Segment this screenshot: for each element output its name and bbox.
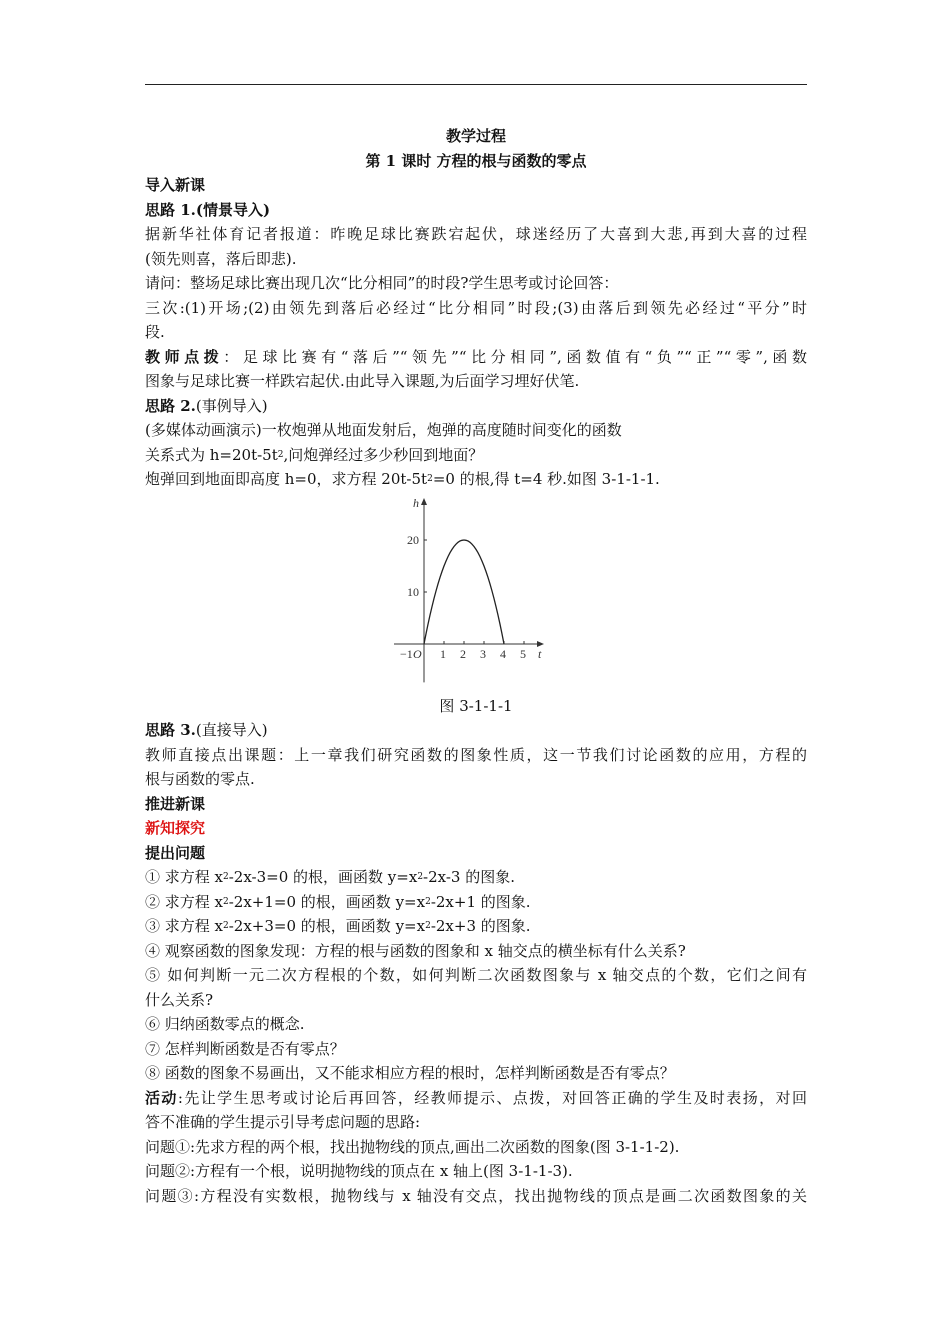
q1-mid: -2x-3=0 的根，画函数 y=x <box>228 868 418 886</box>
idea3-p1a: 教师直接点出课题：上一章我们研究函数的图象性质，这一节我们讨论函数的应用，方程的 <box>145 745 807 764</box>
question-4: ④ 观察函数的图象发现：方程的根与函数的图象和 x 轴交点的横坐标有什么关系? <box>145 941 686 960</box>
idea2-p2-sup: 2 <box>277 449 284 460</box>
activity-line2: 答不准确的学生提示引导考虑问题的思路: <box>145 1113 421 1131</box>
answer-2: 问题②:方程有一个根，说明抛物线的顶点在 x 轴上(图 3-1-1-3). <box>145 1162 573 1180</box>
idea2-heading <box>145 394 807 419</box>
section-questions: 提出问题 <box>145 843 206 862</box>
y-tick-label: 20 <box>407 532 419 547</box>
section-intro: 导入新课 <box>145 176 206 194</box>
idea3-p1b: 根与函数的零点. <box>145 770 255 788</box>
idea1-p3a: 三次:(1)开场;(2)由领先到落后必经过“比分相同”时段;(3)由落后到领先必经过“平分”时 <box>145 298 807 317</box>
q1-post: -2x-3 的图象. <box>423 868 516 886</box>
q3-post: -2x+3 的图象. <box>430 917 531 935</box>
idea2-p2 <box>145 443 807 468</box>
idea1-p2: 请问：整场足球比赛出现几次“比分相同”的时段?学生思考或讨论回答： <box>145 274 619 292</box>
q3-sup-a: 2 <box>223 921 229 931</box>
q1-sup-a: 2 <box>223 872 229 882</box>
q2-post: -2x+1 的图象. <box>430 892 531 911</box>
y-axis-arrow <box>421 498 427 505</box>
question-1 <box>145 865 807 890</box>
document-body <box>145 124 807 1208</box>
x-axis-label: t <box>538 646 542 661</box>
q2-pre: ② 求方程 x <box>145 892 223 911</box>
q1-sup-b: 2 <box>417 872 424 882</box>
idea2-p3-post: =0 的根,得 t=4 秒.如图 3-1-1-1. <box>432 470 660 488</box>
idea1-p1a: 据新华社体育记者报道：昨晚足球比赛跌宕起伏，球迷经历了大喜到大悲,再到大喜的过程 <box>145 225 807 243</box>
idea2-p3-pre: 炮弹回到地面即高度 h=0，求方程 20t-5t <box>145 470 428 488</box>
activity-line1 <box>145 1086 807 1111</box>
idea2-heading-rest: (事例导入) <box>195 396 268 415</box>
question-3 <box>145 914 807 939</box>
activity-text-a: :先让学生思考或讨论后再回答，经教师提示、点拨，对回答正确的学生及时表扬，对回 <box>177 1088 807 1107</box>
idea3-heading <box>145 718 807 743</box>
y-axis-label: h <box>413 495 419 510</box>
teacher-tip-line2: 图象与足球比赛一样跌宕起伏.由此导入课题,为后面学习埋好伏笔. <box>145 372 580 390</box>
idea1-p1b: (领先则喜，落后即悲). <box>145 249 297 268</box>
question-6: ⑥ 归纳函数零点的概念. <box>145 1015 305 1033</box>
idea2-p3-sup: 2 <box>427 474 433 484</box>
activity-label: 活动 <box>145 1088 178 1107</box>
question-5b: 什么关系? <box>145 990 214 1009</box>
q2-mid: -2x+1=0 的根，画函数 y=x <box>228 892 426 911</box>
trajectory-chart <box>392 494 562 694</box>
x-tick-label: 5 <box>520 646 526 661</box>
header-rule <box>145 84 807 85</box>
section-explore: 新知探究 <box>145 819 206 837</box>
x-tick-label: 3 <box>480 646 486 661</box>
trajectory-curve <box>424 540 504 644</box>
q3-pre: ③ 求方程 x <box>145 917 223 935</box>
answer-1: 问题①:先求方程的两个根，找出抛物线的顶点,画出二次函数的图象(图 3-1-1-2). <box>145 1137 680 1156</box>
answer-3: 问题③:方程没有实数根，抛物线与 x 轴没有交点，找出抛物线的顶点是画二次函数图象的关 <box>145 1186 807 1205</box>
q1-pre: ① 求方程 x <box>145 868 223 886</box>
section-new: 推进新课 <box>145 794 206 813</box>
q2-sup-a: 2 <box>223 896 229 907</box>
question-2 <box>145 890 807 915</box>
question-5a: ⑤ 如何判断一元二次方程根的个数，如何判断二次函数图象与 x 轴交点的个数，它们之间有 <box>145 966 807 984</box>
idea1-p3b: 段. <box>145 323 165 341</box>
teacher-tip-label: 教师点拨 <box>145 347 224 366</box>
idea2-p1: (多媒体动画演示)一枚炮弹从地面发射后，炮弹的高度随时间变化的函数 <box>145 421 622 439</box>
q3-mid: -2x+3=0 的根，画函数 y=x <box>228 917 426 935</box>
x-tick-label: 1 <box>440 646 446 661</box>
idea1-heading: 思路 1.(情景导入) <box>145 200 271 219</box>
idea2-p3 <box>145 467 807 492</box>
y-tick-label: 10 <box>407 584 419 599</box>
x-tick-label: O <box>413 646 422 661</box>
x-tick-label: −1 <box>400 646 413 661</box>
question-8: ⑧ 函数的图象不易画出，又不能求相应方程的根时，怎样判断函数是否有零点？ <box>145 1064 675 1082</box>
idea2-p2-pre: 关系式为 h=20t-5t <box>145 445 278 464</box>
figure-3-1-1-1 <box>145 494 807 694</box>
idea2-p2-post: ,问炮弹经过多少秒回到地面？ <box>283 445 484 464</box>
figure-caption: 图 3-1-1-1 <box>439 696 513 715</box>
q3-sup-b: 2 <box>425 921 431 931</box>
x-tick-label: 4 <box>500 646 506 661</box>
question-7: ⑦ 怎样判断函数是否有零点？ <box>145 1039 345 1058</box>
q2-sup-b: 2 <box>425 896 431 907</box>
x-tick-label: 2 <box>460 646 466 661</box>
teacher-tip-line1 <box>145 345 807 370</box>
teacher-tip-text-a: ：足球比赛有“落后”“领先”“比分相同”,函数值有“负”“正”“零”,函数 <box>223 347 807 366</box>
idea2-heading-bold: 思路 2. <box>145 396 196 415</box>
idea3-heading-rest: (直接导入) <box>195 721 268 739</box>
page-title: 教学过程 <box>445 127 506 145</box>
lesson-title: 第 1 课时 方程的根与函数的零点 <box>365 151 587 170</box>
idea3-heading-bold: 思路 3. <box>145 721 196 739</box>
